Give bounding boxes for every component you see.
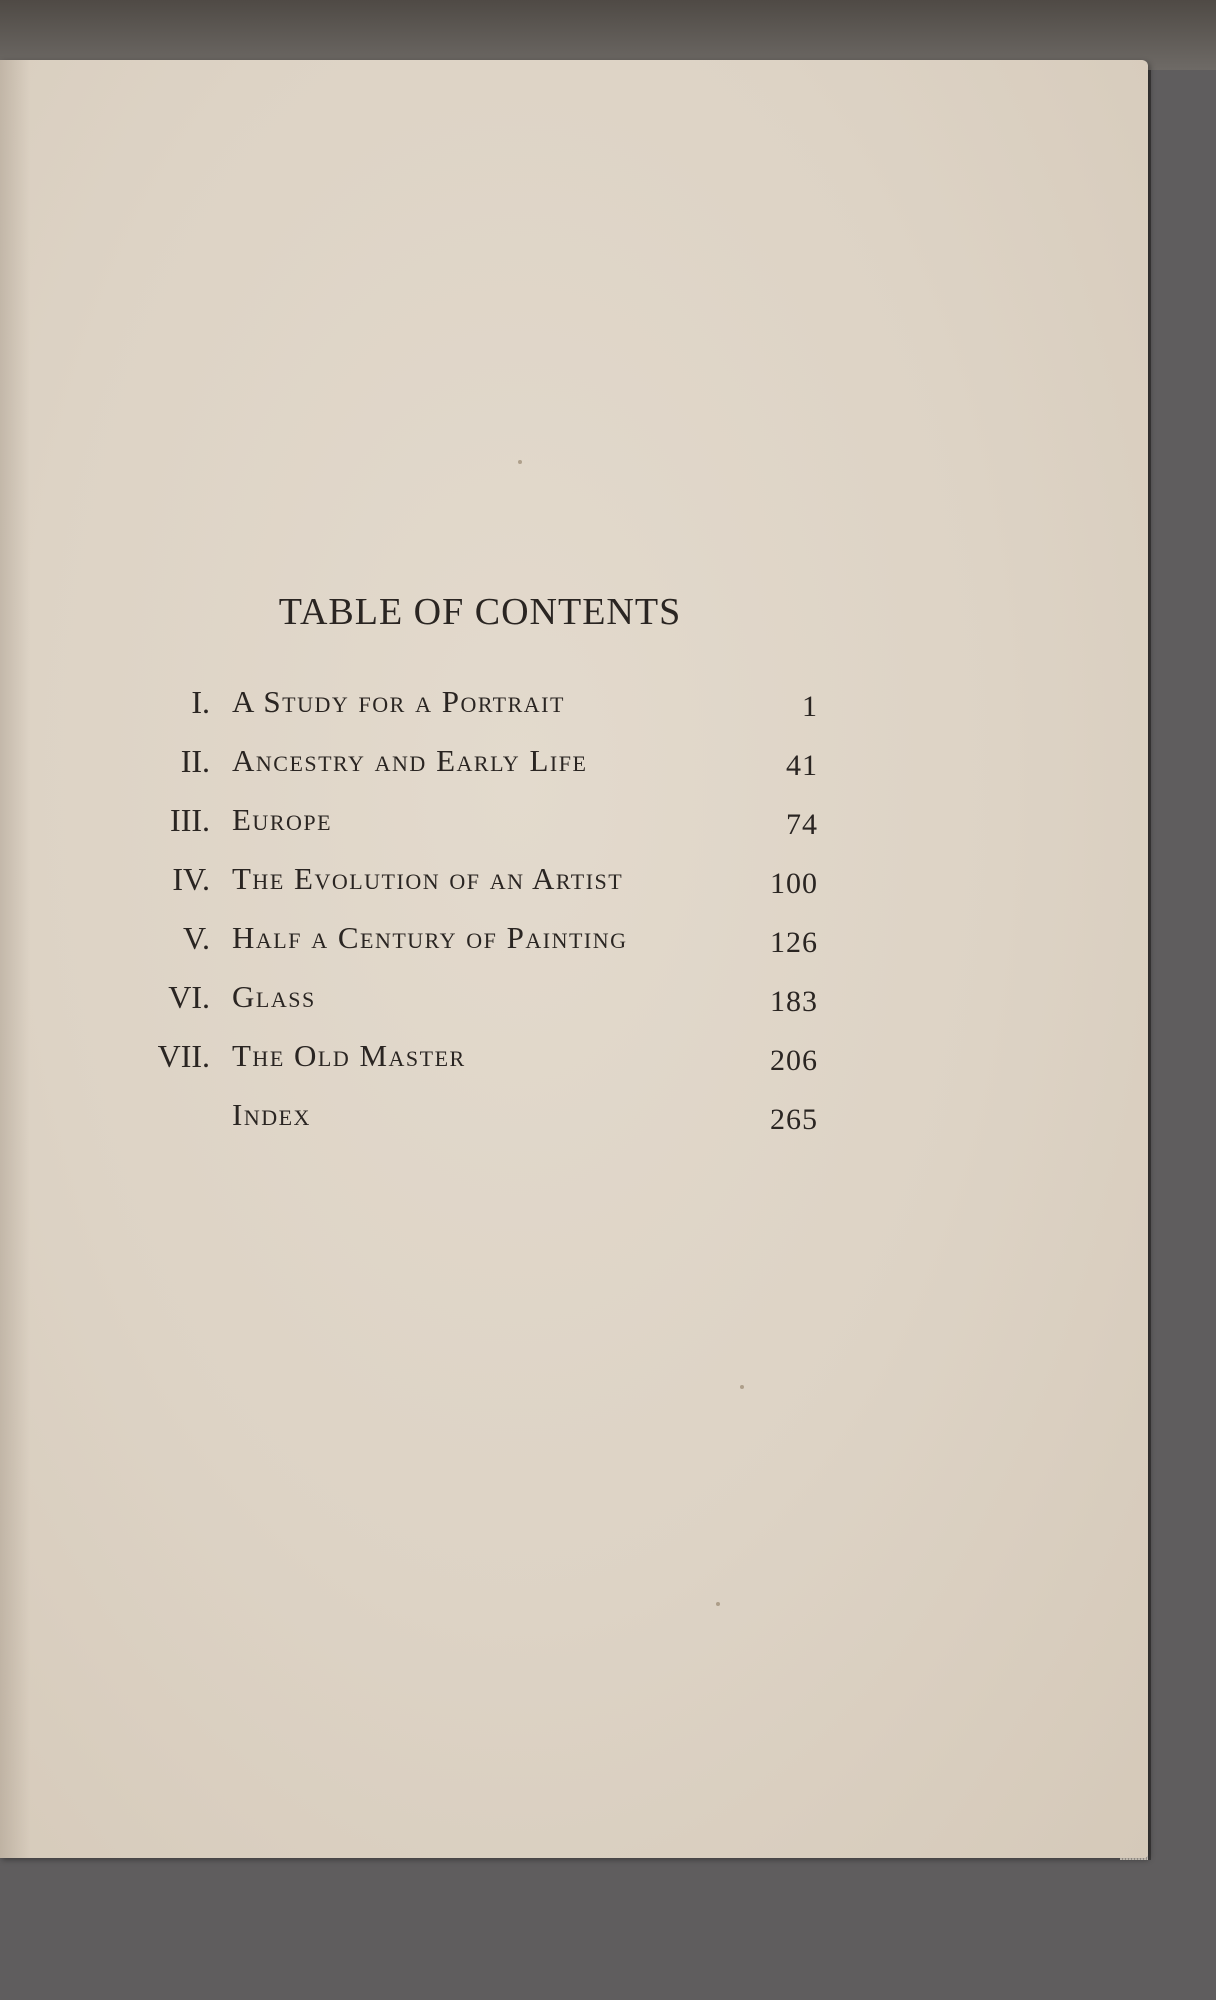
toc-entry [0,973,1148,1032]
toc-list [0,678,1148,1150]
chapter-title: The Old Master [232,1038,466,1073]
chapter-title: Index [232,1097,311,1132]
chapter-number: I. [191,684,210,720]
page-number: 41 [786,749,818,782]
chapter-number: VII. [157,1038,210,1074]
toc-entry [0,678,1148,737]
page-number: 100 [770,867,818,900]
page-number: 183 [770,985,818,1018]
page-number: 206 [770,1044,818,1077]
paper-speck [518,460,522,464]
chapter-number: II. [180,743,210,779]
chapter-title: Glass [232,979,316,1014]
chapter-number: VI. [168,979,210,1015]
chapter-title: Europe [232,802,333,837]
toc-entry [0,796,1148,855]
page-number: 265 [770,1103,818,1136]
toc-entry [0,855,1148,914]
page-number: 1 [802,690,818,723]
chapter-number: III. [170,802,210,838]
chapter-title: Ancestry and Early Life [232,743,588,778]
paper-speck [740,1385,744,1389]
page-number: 74 [786,808,818,841]
page-title: TABLE OF CONTENTS [278,591,682,633]
toc-entry [0,1091,1148,1150]
chapter-title: The Evolution of an Artist [232,861,624,896]
chapter-number: V. [183,920,210,956]
chapter-title: A Study for a Portrait [232,684,565,719]
chapter-title: Half a Century of Painting [232,920,628,955]
page-number: 126 [770,926,818,959]
toc-entry [0,914,1148,973]
toc-entry [0,1032,1148,1091]
paper-speck [716,1602,720,1606]
chapter-number: IV. [172,861,210,897]
toc-entry [0,737,1148,796]
